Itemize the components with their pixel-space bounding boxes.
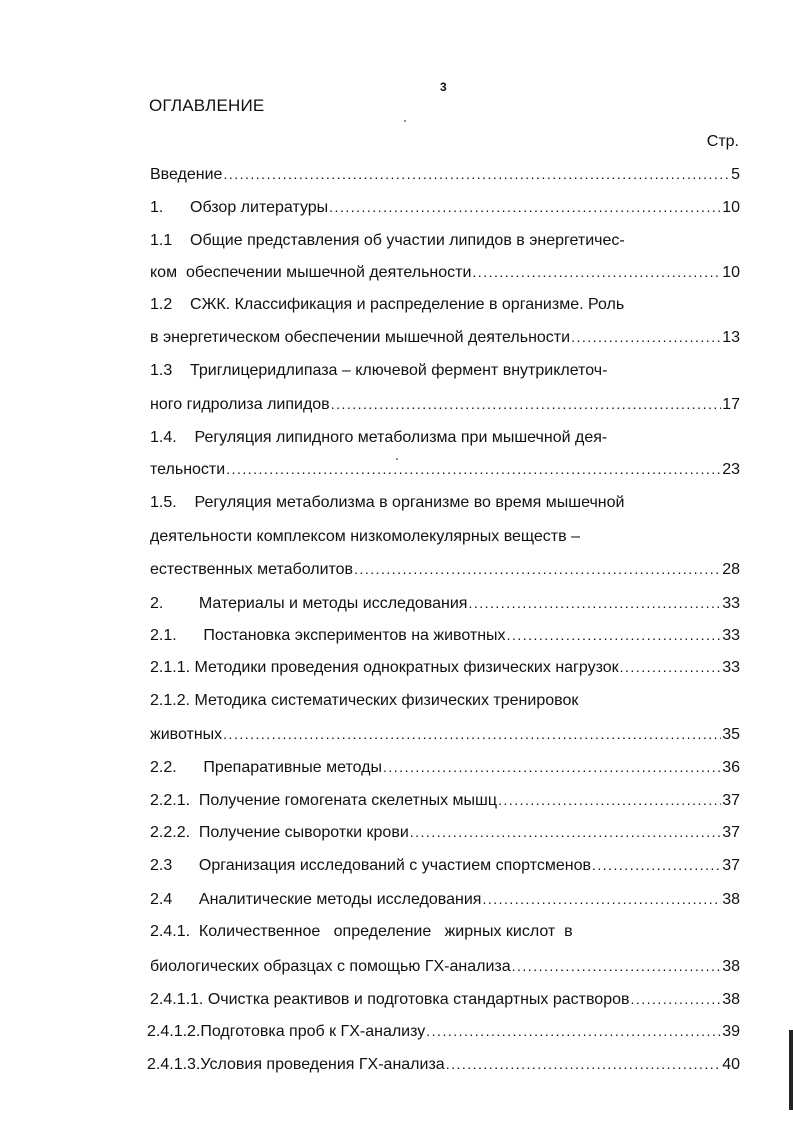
toc-entry-page: 28 <box>722 561 740 578</box>
toc-entry-page: 33 <box>722 627 740 644</box>
toc-entry-line: 2.4.1. Количественное определение жирных кислот в <box>150 923 573 940</box>
dot-leader <box>482 889 721 909</box>
dot-leader <box>512 956 722 976</box>
toc-entry-page: 10 <box>722 199 740 216</box>
page-number: 3 <box>440 80 447 94</box>
dot-leader <box>383 757 721 777</box>
toc-entry-line: 1.3 Триглицеридлипаза – ключевой фермент внутриклеточ- <box>150 362 608 379</box>
toc-entry-title: 2.3 Организация исследований с участием спортсменов <box>150 857 591 874</box>
toc-entry-page: 38 <box>722 891 740 908</box>
toc-entry-title: 2.1. Постановка экспериментов на животных <box>150 627 506 644</box>
toc-entry-title: 2.4.1.1. Очистка реактивов и подготовка стандартных растворов <box>150 991 630 1008</box>
toc-entry-page: 37 <box>722 792 740 809</box>
toc-entry-title: естественных метаболитов <box>150 561 354 578</box>
dot-leader <box>571 327 721 347</box>
toc-entry <box>150 822 740 843</box>
toc-entry-title: 2.2.1. Получение гомогената скелетных мышц <box>150 792 498 809</box>
toc-entry-line: 2.1.2. Методика систематических физических тренировок <box>150 692 579 709</box>
dot-leader <box>446 1054 722 1074</box>
dot-leader <box>426 1021 721 1041</box>
toc-entry-line: деятельности комплексом низкомолекулярных веществ – <box>150 528 580 545</box>
toc-entry-title: в энергетическом обеспечении мышечной деятельности <box>150 329 571 346</box>
toc-heading: ОГЛАВЛЕНИЕ <box>149 96 265 115</box>
toc-entry-title: 2.4 Аналитические методы исследования <box>150 891 482 908</box>
toc-entry-title: 2. Материалы и методы исследования <box>150 595 468 612</box>
toc-entry <box>150 757 740 778</box>
toc-entry <box>150 559 740 580</box>
toc-entry-page: 39 <box>722 1023 740 1040</box>
scan-speck <box>396 458 398 460</box>
dot-leader <box>468 593 721 613</box>
toc-entry <box>150 989 740 1010</box>
toc-entry <box>150 657 740 678</box>
toc-entry-page: 35 <box>722 726 740 743</box>
toc-entry-title: 2.2.2. Получение сыворотки крови <box>150 824 409 841</box>
toc-entry <box>147 1021 740 1042</box>
dot-leader <box>507 625 722 645</box>
toc-entry <box>150 790 740 811</box>
toc-entry <box>150 889 740 910</box>
page-column-label: Стр. <box>706 133 739 150</box>
toc-entry-title: животных <box>150 726 223 743</box>
toc-entry-page: 17 <box>722 396 740 413</box>
toc-entry-page: 38 <box>722 991 740 1008</box>
toc-entry-page: 23 <box>722 461 740 478</box>
toc-entry-page: 13 <box>722 329 740 346</box>
dot-leader <box>329 197 721 217</box>
dot-leader <box>620 657 722 677</box>
dot-leader <box>226 459 721 479</box>
toc-entry-line: 1.4. Регуляция липидного метаболизма при мышечной дея- <box>150 429 608 446</box>
toc-entry-title: 2.4.1.3.Условия проведения ГХ-анализа <box>147 1056 445 1073</box>
toc-entry-title: ного гидролиза липидов <box>150 396 330 413</box>
toc-entry <box>150 855 740 876</box>
dot-leader <box>498 790 721 810</box>
toc-entry <box>150 625 740 646</box>
dot-leader <box>354 559 721 579</box>
dot-leader <box>472 262 721 282</box>
toc-entry <box>150 459 740 480</box>
toc-entry <box>150 593 740 614</box>
toc-entry-line: 1.5. Регуляция метаболизма в организме во время мышечной <box>150 494 625 511</box>
toc-entry-title: 1. Обзор литературы <box>150 199 329 216</box>
dot-leader <box>630 989 721 1009</box>
dot-leader <box>331 394 722 414</box>
toc-entry <box>150 724 740 745</box>
toc-entry-line: 1.1 Общие представления об участии липидов в энергетичес- <box>150 232 625 249</box>
toc-entry <box>147 1054 740 1075</box>
toc-entry-line: 1.2 СЖК. Классификация и распределение в организме. Роль <box>150 296 625 313</box>
toc-entry <box>150 197 740 218</box>
dot-leader <box>223 724 721 744</box>
toc-entry-page: 10 <box>722 264 740 281</box>
toc-entry-page: 38 <box>722 958 740 975</box>
scan-edge <box>789 1030 793 1110</box>
toc-entry-title: тельности <box>150 461 226 478</box>
toc-entry <box>150 327 740 348</box>
toc-entry <box>150 394 740 415</box>
toc-entry-page: 5 <box>731 166 740 183</box>
toc-entry-page: 36 <box>722 759 740 776</box>
toc-entry-page: 37 <box>722 824 740 841</box>
toc-entry-title: 2.2. Препаративные методы <box>150 759 383 776</box>
toc-entry-title: ком обеспечении мышечной деятельности <box>150 264 472 281</box>
dot-leader <box>410 822 721 842</box>
toc-entry-page: 33 <box>722 659 740 676</box>
toc-entry-title: биологических образцах с помощью ГХ-анализа <box>150 958 511 975</box>
toc-entry-page: 40 <box>722 1056 740 1073</box>
toc-entry-page: 37 <box>722 857 740 874</box>
toc-entry <box>150 262 740 283</box>
toc-entry-title: 2.4.1.2.Подготовка проб к ГХ-анализу <box>147 1023 426 1040</box>
toc-entry-page: 33 <box>722 595 740 612</box>
toc-entry <box>150 956 740 977</box>
dot-leader <box>592 855 721 875</box>
toc-entry <box>150 164 740 185</box>
toc-entry-title: Введение <box>150 166 223 183</box>
toc-entry-title: 2.1.1. Методики проведения однократных физических нагрузок <box>150 659 619 676</box>
dot-leader <box>223 164 730 184</box>
scan-speck <box>404 120 406 122</box>
